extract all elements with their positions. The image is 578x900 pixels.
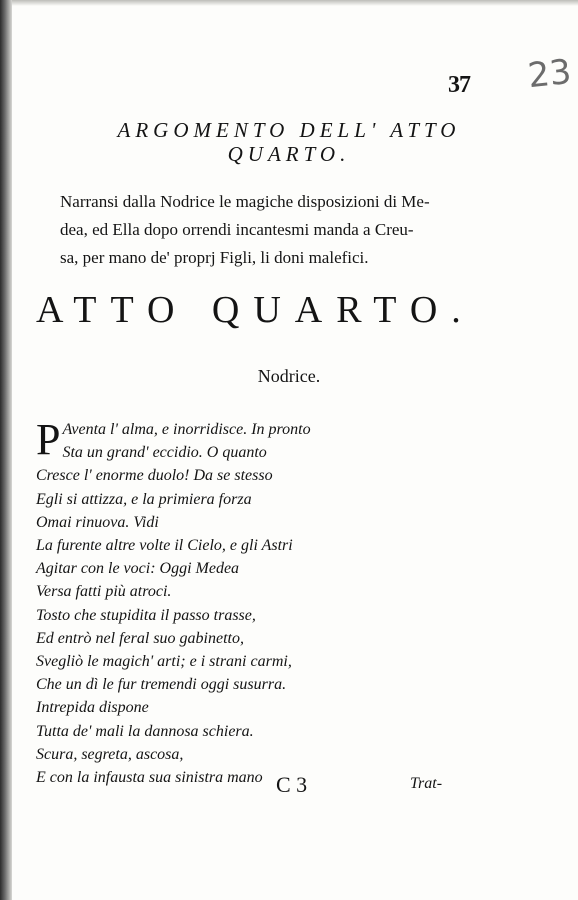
act-title: ATTO QUARTO.: [36, 289, 475, 331]
verse-line: Scura, segreta, ascosa,: [36, 745, 184, 763]
verse-line: Tosto che stupidita il passo trasse,: [36, 606, 256, 624]
verse-line: Intrepida dispone: [36, 699, 149, 717]
page-number: 37: [448, 72, 470, 98]
verse-line: Tutta de' mali la dannosa schiera.: [36, 722, 254, 740]
summary-line: dea, ed Ella dopo orrendi incantesmi manda a Creu-: [60, 220, 414, 239]
handwritten-folio-number: 23: [526, 51, 574, 97]
verse-block: [36, 415, 456, 789]
argomento-title-line-2: QUARTO.: [227, 142, 351, 166]
summary-line: Narransi dalla Nodrice le magiche disposizioni di Me-: [60, 192, 430, 211]
verse-line: Sta un grand' eccidio. O quanto: [62, 444, 267, 462]
verse-line: Che un dì le fur tremendi oggi susurra.: [36, 676, 287, 694]
verse-line: E con la infausta sua sinistra mano: [36, 769, 263, 787]
catchword: Trat-: [410, 775, 443, 792]
drop-capital: P: [36, 415, 61, 464]
verse-line: Ed entrò nel feral suo gabinetto,: [36, 629, 244, 647]
verse-line-first: Aventa l' alma, e inorridisce. In pronto: [62, 421, 311, 438]
verse-line: La furente altre volte il Cielo, e gli Astri: [36, 537, 293, 555]
speaker-name: Nodrice.: [257, 366, 321, 386]
summary-line: sa, per mano de' proprj Figli, li doni malefici.: [60, 248, 369, 267]
verse-line: Egli si attizza, e la primiera forza: [36, 490, 252, 508]
verse-line: Versa fatti più atroci.: [36, 583, 172, 601]
page-top-shadow: [12, 0, 578, 6]
argomento-title-line-1: ARGOMENTO DELL' ATTO: [117, 118, 461, 142]
argomento-heading: [0, 118, 578, 166]
argomento-summary: [60, 188, 512, 272]
verse-line: Svegliò le magich' arti; e i strani carmi,: [36, 653, 292, 671]
signature-mark: C 3: [276, 772, 308, 797]
verse-line: Omai rinuova. Vidi: [36, 513, 159, 531]
verse-line: Cresce l' enorme duolo! Da se stesso: [36, 467, 273, 485]
verse-line: Agitar con le voci: Oggi Medea: [36, 560, 240, 578]
